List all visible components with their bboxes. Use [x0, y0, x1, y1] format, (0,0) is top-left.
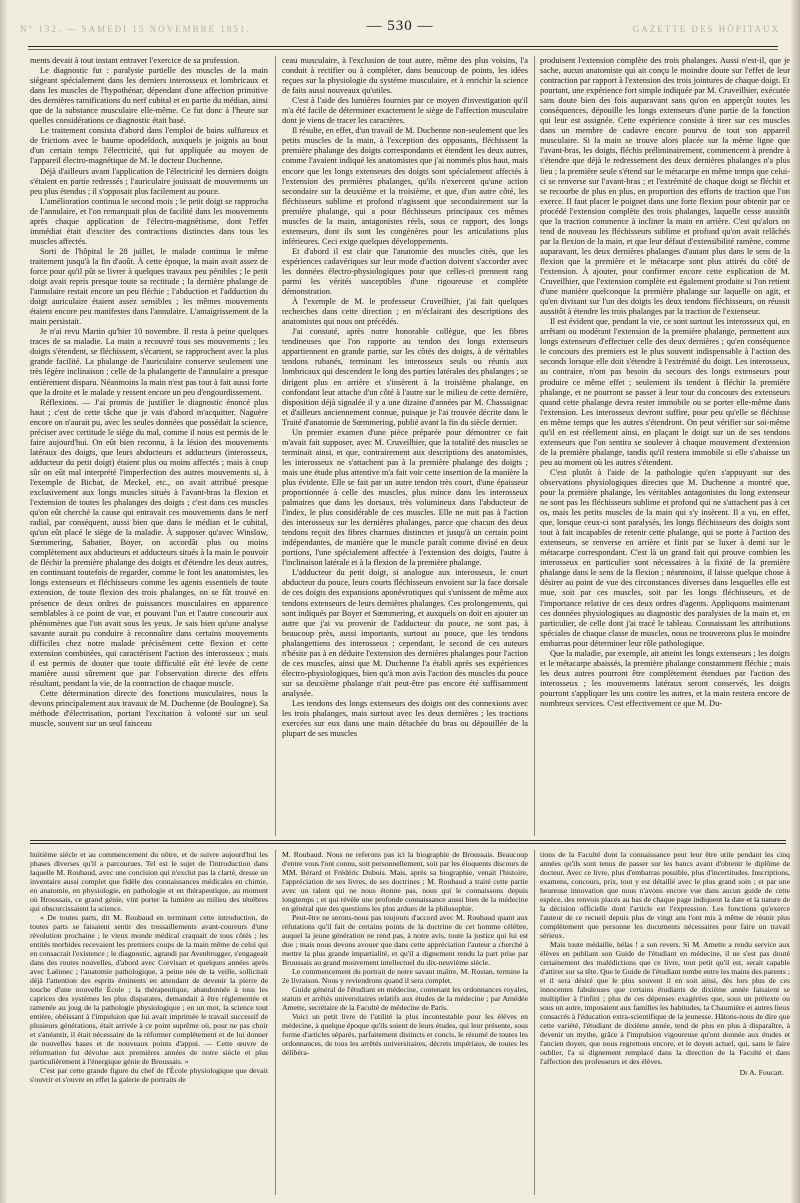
page-header: [20, 18, 780, 42]
paragraph: huitième siècle et au commencement du nôtre, et de suivre aujourd'hui les phases diverses qu'il a parcourues. Tel est le sujet de l'introduction dans laquelle M. Roubaud, avec une concision qui n'exclut pas la clarté, dresse un inventaire aussi complet que fidèle des connaissances médicales en chimie, en anatomie, en physiologie, en pathologie et en thérapeutique, au moment où Broussais, ce grand génie, vint porter la lumière au milieu des ténèbres qui obscurcissaient la science.: [30, 850, 268, 913]
paragraph: Le commencement du portrait de notre savant maître, M. Rostan, termine la 2e livraison. Nous y reviendrons quand il sera complet.: [282, 967, 528, 985]
paragraph: Les tendons des longs extenseurs des doigts ont des connexions avec les trois phalanges, mais surtout avec les deux dernières ; les tractions exercées sur eux dans une main détachée du bras ou dépouillée de la plupart de ses muscles: [282, 699, 528, 739]
paragraph: ments devait à tout instant entraver l'exercice de sa profession.: [30, 56, 240, 65]
paragraph: « De toutes parts, dit M. Roubaud en terminant cette introduction, de toutes parts se faisaient sentir des tressaillements avant-coureurs d'une révolution prochaine ; le vieux monde médical craquait de tous côtés ; les entités morbides recevaient les premiers coups de la main même de celui qui en consacrait l'existence ; le diagnostic, agrandi par Avenbrugger, s'engageait dans des routes nouvelles, d'abord avec Corvisart et quelques années après avec Laënnec ; l'anatomie pathologique, à peine née de la veille, sollicitait déjà l'attention des esprits éminents en attendant de devenir la pierre de touche d'une nouvelle École ; la thérapeutique, abandonnée à tous les caprices des systèmes les plus disparates, demandait à être réglementée et ramenée au joug de la pathologie physiologique ; en un mot, la science tout entière, obéissant à l'impulsion que lui avait imprimée le travail successif de plusieurs générations, était arrivée à ce point suprême où, pour ne pas choir et s'anéantir, il était nécessaire de la réformer complètement et de lui donner de nouvelles bases et de nouveaux points d'appui. — Cette œuvre de réformation fut dévolue aux premières années de notre siècle et plus particulièrement à l'énergique génie de Broussais. »: [30, 913, 268, 1066]
section-rule-double: [30, 843, 786, 844]
paragraph: Voici un petit livre de l'utilité la plus incontestable pour les élèves en médecine, à quelque époque qu'ils soient de leurs études, qui leur présente, sous forme d'articles séparés, parfaitement distincts et concis, le résumé de toutes les ordonnances, de tous les arrêtés universitaires, décrets impériaux, de toutes les délibéra-: [282, 1012, 528, 1057]
column-divider: [534, 850, 535, 1195]
paragraph: À l'exemple de M. le professeur Cruveilhier, j'ai fait quelques recherches dans cette direction ; en m'éclairant des descriptions des anatomistes qui nous ont précédés.: [282, 297, 528, 327]
section-rule: [30, 840, 786, 841]
paragraph: J'ai constaté, après notre honorable collègue, que les fibres tendineuses que l'on rapporte au tendon des longs extenseurs appartiennent en grande partie, sur les côtés des doigts, à de véritables tendons rubanés, terminant les interosseux seuls ou réunis aux lombricaux qui descendent le long des parties latérales des phalanges ; se dirigent plus en arrière et s'insèrent à la troisième phalange, en confondant leur attache d'un côté à l'autre sur le milieu de cette dernière, disposition déjà signalée il y a une dizaine d'années par M. Chassaignac et d'ailleurs anciennement connue, puisque je l'ai trouvée décrite dans le Traité d'anatomie de Sœmmering, publié avant la fin du siècle dernier.: [282, 327, 528, 427]
paragraph: Que la maladie, par exemple, ait atteint les longs extenseurs ; les doigts et le métacarpe abaissés, la première phalange constamment fléchie ; mais les deux autres pourront être complètement étendues par l'action des interosseux ; les mouvements latéraux seront conservés, les doigts pourront s'appliquer les uns contre les autres, et la main restera encore de nombreux services. C'est effectivement ce que M. Du-: [540, 648, 790, 708]
paragraph: Un premier examen d'une pièce préparée pour démontrer ce fait m'avait fait supposer, avec M. Cruveilhier, que la totalité des muscles se terminait ainsi, et que, contrairement aux descriptions des anatomistes, les interosseux ne s'attachent pas à la première phalange des doigts ; mais une étude plus attentive m'a fait voir cette insertion de la manière la plus évidente. Elle se fait par un autre tendon très court, d'une épaisseur proportionnée à celle des muscles, plus mince dans les interosseux palmaires que dans les dorsaux, très volumineux dans l'abducteur de l'index, le plus considérable de ces muscles. Elle ne nuit pas à l'action des interosseux sur les dernières phalanges, parce que chacun des deux tendons reçoit des fibres charnues distinctes et jusqu'à un certain point indépendantes, de manière que le muscle paraît comme divisé en deux portions, l'une spécialement affectée à l'extension des doigts, l'autre à l'inclinaison latérale et à la flexion de la première phalange.: [282, 427, 528, 568]
upper-column-3: [540, 56, 790, 836]
lower-column-3: [540, 850, 790, 1195]
author-signature: Dr A. Foucart.: [739, 1068, 784, 1077]
column-divider: [534, 56, 535, 836]
paragraph: Et d'abord il est clair que l'anatomie des muscles cités, que les expériences cadavériques sur leur mode d'action doivent s'accorder avec les données électro-physiologiques pour que celles-ci prennent rang parmi les vérités susceptibles d'une rigoureuse et complète démonstration.: [282, 246, 528, 297]
paragraph: C'est plutôt à l'aide de la pathologie qu'en s'appuyant sur des observations physiologiques directes que M. Duchenne a montré que, pour la première phalange, les véritables antagonistes du long extenseur ne sont pas les fléchisseurs sublime et profond qui ne s'attachent pas à cet os, mais les petits muscles de la main qui s'y insèrent. Il a vu, en effet, que, lorsque ceux-ci sont paralysés, les longs fléchisseurs des doigts sont tout à fait incapables de retenir cette phalange, qui se porte à l'action des extenseurs, se renverse en arrière et finit par se luxer à demi sur le métacarpe correspondant. C'est là un grand fait qui prouve combien les interosseux en particulier sont nécessaires à la fixité de la première phalange dans le sens de la flexion ; néanmoins, il laisse quelque chose à désirer au point de vue des circonstances diverses dans lesquelles elle est mue, soit par ces muscles, soit par les longs fléchisseurs, et de l'importance relative de ces deux ordres d'agents. Appliquons maintenant ces données physiologiques au diagnostic des paralysies de la main et, en particulier, de celle dont j'ai tracé le tableau. Connaissant les attributions spéciales de chaque classe de muscles, nous ne trouverons plus le moindre embarras pour déterminer leur rôle pathologique.: [540, 467, 790, 648]
column-divider: [275, 56, 276, 836]
lower-column-1: [30, 850, 268, 1195]
header-rule-thin: [28, 49, 778, 50]
header-rule: [28, 46, 778, 47]
paragraph: produisent l'extension complète des trois phalanges. Aussi n'est-il, que je sache, aucun anatomiste qui ait conçu le moindre doute sur l'effet de leur contraction par rapport à l'extension des trois jointures de chaque doigt. Et pourtant, une expérience fort simple indiquée par M. Cruveilhier, exécutée sans doute bien des fois auparavant sans qu'on en apperçût toutes les conséquences, dépouille les longs extenseurs d'une partie de la fonction qui leur est assignée. Cette expérience consiste à tirer sur ces muscles dans un membre de cadavre encore pourvu de tout son appareil musculaire. Si la main se trouve alors placée sur la même ligne que l'avant-bras, les doigts, fléchis préliminairement, commencent à prendre à s'étendre que déjà le redressement des deux dernières phalanges n'a plus lieu ; la première seule s'étend sur le métacarpe en même temps que celui-ci se renverse sur l'avant-bras ; et l'extrémité de chaque doigt se fléchit et se recourbe de plus en plus, en proportion des efforts de traction que l'on exerce. Il faut placer le poignet dans une forte flexion pour obtenir par ce procédé l'extension complète des trois phalanges, laquelle cesse aussitôt que la traction commence à incliner la main en arrière. C'est qu'alors on tend de nouveau les fléchisseurs sublime et profond qu'on avait relâchés par la flexion de la main, et que leur défaut d'extensibilité ramène, comme auparavant, les deux dernières phalanges d'autant plus dans le sens de la flexion que la première et le métacarpe sont plus attirés du côté de l'extension. À ajouter, pour confirmer encore cette explication de M. Cruveilhier, que l'extension complète est également produite si l'on retient d'une manière quelconque la première phalange sur laquelle on agit, et qu'en divisant sur l'un des doigts les deux tendons fléchisseurs, on réussit aussitôt à étendre les trois phalanges par la traction de l'extenseur.: [540, 56, 790, 317]
column-divider: [275, 850, 276, 1195]
paragraph: ceau musculaire, à l'exclusion de tout autre, même des plus voisins, l'a conduit à rectifier ou à compléter, dans beaucoup de points, les idées reçues sur la physiologie du système musculaire, et à enrichir la science de faits aussi nouveaux qu'utiles.: [282, 56, 528, 96]
faded-bleedthrough-right: GAZETTE DES HÔPITAUX: [632, 24, 780, 34]
upper-column-1: [30, 56, 268, 836]
paragraph: Cette détermination directe des fonctions musculaires, nous la devons principalement aux travaux de M. Duchenne (de Boulogne). Sa méthode d'électrisation, portant l'excitation à volonté sur un seul muscle, souvent sur un seul faisceau: [30, 688, 268, 729]
upper-column-2: [282, 56, 528, 836]
paragraph: Déjà d'ailleurs avant l'application de l'électricité les derniers doigts s'étaient en partie redressés ; l'auriculaire jouissait de mouvements un peu plus étendus ; il s'opposait plus facilement au pouce.: [30, 166, 268, 196]
lower-column-2: [282, 850, 528, 1195]
paragraph: Peut-être ne serons-nous pas toujours d'accord avec M. Roubaud quant aux réfutations qu'il fait de certains points de la doctrine de cet homme célèbre, auquel la jeune génération ne rend pas, à notre avis, toute la justice qui lui est due ; mais nous devons avouer que dans cette appréciation l'auteur a cherché à mettre la plus grande impartialité, et qu'il a dignement rendu la part prise par Broussais au grand mouvement intellectuel du dix-neuvième siècle.: [282, 913, 528, 967]
paragraph: M. Roubaud. Nous ne referons pas ici la biographie de Broussais. Beaucoup d'entre vous l'ont connu, soit personnellement, soit par les éloquents discours de MM. Bérard et Frédéric Dubois. Mais, après sa biographie, venait l'histoire, l'appréciation de ses livres, de ses doctrines ; M. Roubaud a traité cette partie avec un talent qui ne nous étonne pas, nous qui le connaissons depuis longtemps ; et qui révèle une profonde connaissance aussi bien de la médecine en général que des questions les plus ardues de la philosophie.: [282, 850, 528, 913]
scan-edge-right: [791, 0, 800, 1203]
paragraph: Le diagnostic fut : paralysie partielle des muscles de la main siégeant spécialement dans les derniers interosseux et lombricaux et dans les muscles de l'hypothénar, dépendant d'une affection primitive des dernières ramifications du nerf cubital et en partie du médian, ainsi que de la substance musculaire elle-même. Ce fut donc à l'heure sur quelles considérations ce diagnostic était basé.: [30, 66, 268, 126]
paragraph: tions de la Faculté dont la connaissance peut leur être utile pendant les cinq années qu'ils sont tenus de passer sur les bancs avant d'obtenir le diplôme de docteur. Avec ce livre, plus d'embarras possible, plus d'incertitudes. Inscriptions, examens, concours, prix, tout y est détaillé avec le plus grand soin ; et par une heureuse innovation que nous n'avons encore vue dans aucun guide de cette espèce, des renvois placés au bas de chaque page indiquent la date et la nature de la décision officielle dont l'article est l'expression. Les fonctions qu'exerce l'auteur de ce recueil depuis plus de vingt ans l'ont mis à même de réunir plus complètement que personne les documents nécessaires pour faire un travail sérieux.: [540, 850, 790, 940]
reflexions-paragraph: Réflexions. — J'ai promis de justifier le diagnostic énoncé plus haut ; c'est de cette tâche que je vais d'abord m'acquitter. Naguère encore on n'aurait pu, avec les seules données que possédait la science, préciser avec certitude le siège du mal, comme il nous est permis de le faire aujourd'hui. On eût bien reconnu, à la lésion des mouvements latéraux des doigts, que leurs abducteurs et adducteurs (interosseux, adducteur du petit doigt) étaient plus ou moins affectés ; mais à coup sûr on eût mal interprété l'imperfection des autres mouvements si, à l'exemple de Bichat, de Meckel, etc., on avait attribué presque exclusivement aux longs muscles situés à l'avant-bras la flexion et l'extension de toutes les phalanges des doigts ; c'est dans ces muscles qu'on eût cherché la cause qui entravait ces mouvements dans le nerf radial, par conséquent, aussi bien que dans le médian et le cubital, qu'un eût placé le siège de la maladie. À supposer qu'avec Winslow, Sœmmering, Sabatier, Boyer, on accordât plus ou moins complètement aux abducteurs et adducteurs situés à la main le pouvoir de fléchir la première phalange des doigts et d'étendre les deux autres, en continuant toutefois de regarder, comme le font les anatomistes, les longs extenseurs et fléchisseurs comme les agents essentiels de toute extension, de toute flexion des trois phalanges, on se fût trouvé en présence de deux ordres de puissances musculaires en apparence semblables à ce point de vue, et pouvant l'un et l'autre concourir aux phénomènes que l'on avait sous les yeux. Je sais bien qu'une analyse savante aurait pu conduire à reconnaître dans certains mouvements difficiles chez notre malade précisément cette flexion et cette extension combinées, qui caractérisent l'action des interosseux ; mais il est permis de douter que toute difficulté eût été levée de cette manière aussi sûrement que par l'observation directe des effets résultant, pendant la vie, de la contraction de chaque muscle.: [30, 397, 268, 688]
paragraph: L'amélioration continua le second mois ; le petit doigt se rapprocha de l'annulaire, et l'on remarquait plus de facilité dans les mouvements après chaque application de l'électro-magnétisme, dont l'effet immédiat était d'exciter des contractions distinctes dans tous les muscles affectés.: [30, 196, 268, 246]
paragraph: Il résulte, en effet, d'un travail de M. Duchenne non-seulement que les petits muscles de la main, à l'exception des opposants, fléchissent la première phalange des doigts correspondants et étendent les deux autres, comme l'avaient indiqué les anatomistes que j'ai nommés plus haut, mais encore que les longs extenseurs des doigts sont spécialement affectés à l'extension des premières phalanges, qu'ils n'exercent qu'une action secondaire sur la deuxième et la troisième, et que, d'un autre côté, les fléchisseurs sublime et profond n'agissent que secondairement sur la première phalange, qui a pour fléchisseurs principaux ces mêmes muscles de la main, antagonistes réels, sous ce rapport, des longs extenseurs, dont ils sont les congénères pour les articulations plus inférieures. Ceci exige quelques développements.: [282, 126, 528, 246]
book-review-paragraph: Guide général de l'étudiant en médecine, contenant les ordonnances royales, statuts et arrêtés universitaires relatifs aux études de la médecine ; par Amédée Amette, secrétaire de la Faculté de médecine de Paris.: [282, 985, 528, 1012]
paragraph: Sorti de l'hôpital le 28 juillet, le malade continua le même traitement jusqu'à la fin d'août. À cette époque, la main avait assez de force pour qu'il pût se livrer à quelques travaux peu pénibles ; le petit doigt avait repris presque toute sa rectitude ; la dernière phalange de l'annulaire restait encore un peu fléchie ; l'abduction et l'adduction du doigt auriculaire étaient assez sensibles ; les mêmes mouvements étaient encore peu manifestes dans l'annulaire. L'amaigrissement de la main persistait.: [30, 246, 268, 327]
paragraph: C'est par cette grande figure du chef de l'École physiologique que devait s'ouvrir et s'ouvre en effet la galerie de portraits de: [30, 1066, 268, 1084]
paragraph: Le traitement consista d'abord dans l'emploi de bains sulfureux et de frictions avec le baume opodeldoch, auxquels je joignis au bout d'un certain temps l'électricité, qui fut appliquée au moyen de l'appareil électro-magnétique de M. le docteur Duchenne.: [30, 126, 268, 166]
paragraph: L'adducteur du petit doigt, si analogue aux interosseux, le court abducteur du pouce, leurs courts fléchisseurs envoient sur la face dorsale de ces doigts des expansions aponévrotiques qui s'unissent de même aux tendons extenseurs de leurs dernières phalanges. Ces prolongements, qui sont indiqués par Boyer et Sœmmering, et auxquels on doit en ajouter un autre que j'ai vu provenir de l'adducteur du pouce, ne sont pas, à beaucoup près, aussi importants, surtout au pouce, que les tendons phalangettiens des interosseux ; cependant, le second de ces auteurs n'hésite pas à en déduire l'extension des dernières phalanges pour l'action de ces muscles, ainsi que M. Duchenne l'a établi après ses expériences électro-physiologiques, bien qu'à mon avis l'action des muscles du pouce sur sa deuxième phalange n'ait peut-être pas encore été suffisamment analysée.: [282, 568, 528, 698]
paragraph: Je n'ai revu Martin qu'hier 10 novembre. Il resta à peine quelques traces de sa maladie. La main a recouvré tous ses mouvements ; les doigts s'étendent, se fléchissent, s'écartent, se rapprochent avec la plus grande facilité. La phalange de l'auriculaire conserve seulement une très légère inclinaison ; celle de la phalangette de l'annulaire a presque entièrement disparu. Néanmoins la main n'est pas tout à fait aussi forte que la droite et le malade y ressent encore un peu d'engourdissement.: [30, 327, 268, 397]
paragraph: Mais toute médaille, hélas ! a son revers. Si M. Amette a rendu service aux élèves en publiant son Guide de l'étudiant en médecine, il ne s'est pas douté certainement des malédictions que ce livre, tout petit qu'il est, serait capable d'attirer sur sa tête. Que le Guide de l'étudiant tombe entre les mains des parents ; et il sera désiré que le plus souvent il en soit ainsi, dès lors plus de ces innocentes fabuleuses que certains étudiants de dixième année faisaient se multiplier à l'infini ; plus de ces dépenses exagérées que, sous un prétexte ou sous un autre, imposaient aux familles les habitudes, la Chaumière et autres lieux consacrés à l'éducation extra-scientifique de la jeunesse. Hâtons-nous de dire que cette variété, l'étudiant de dixième année, tend de plus en plus à disparaître, à devenir un mythe, grâce à l'impulsion vigoureuse qu'ont donnée aux études et l'ancien doyen, que nous regrettons encore, et le doyen actuel, qui, sans le faire oublier, l'a si dignement remplacé dans la direction de la Faculté et dans l'affection des professeurs et des élèves.: [540, 940, 790, 1066]
paragraph: Il est évident que, pendant la vie, ce sont surtout les interosseux qui, en arrêtant ou modérant l'extension de la première phalange, permettent aux longs extenseurs d'effectuer celle des deux dernières ; qu'en conséquence le concours des premiers est le plus souvent indispensable à l'action des seconds lorsque elle doit s'étendre à l'extrémité du doigt. Les interosseux, au contraire, n'ont pas besoin du secours des longs extenseurs pour produire ce même effet ; seulement ils tendent à fléchir la première phalange, et ne pourront se passer à leur tour du concours des extenseurs quand cette phalange devra rester immobile ou se porter elle-même dans l'extension. Les interosseux devront suffire, pour peu qu'elle se fléchisse en même temps que les autres s'étendront. On peut vérifier sur soi-même qu'il en est réellement ainsi, en plaçant le doigt sur un de ses tendons extenseurs que l'on sentira se soulever à chaque mouvement d'extension de la première phalange, tandis qu'il restera immobile si elle s'abaisse un peu au moment où les autres s'étendent.: [540, 317, 790, 467]
paragraph: C'est à l'aide des lumières fournies par ce moyen d'investigation qu'il m'a été facile de déterminer exactement le siège de l'affection musculaire dont je viens de tracer les caractères.: [282, 96, 528, 126]
scan-edge-left: [0, 0, 7, 1203]
page-number: — 530 —: [366, 18, 434, 34]
faded-bleedthrough-left: N° 132. — SAMEDI 15 NOVEMBRE 1851.: [20, 24, 251, 34]
